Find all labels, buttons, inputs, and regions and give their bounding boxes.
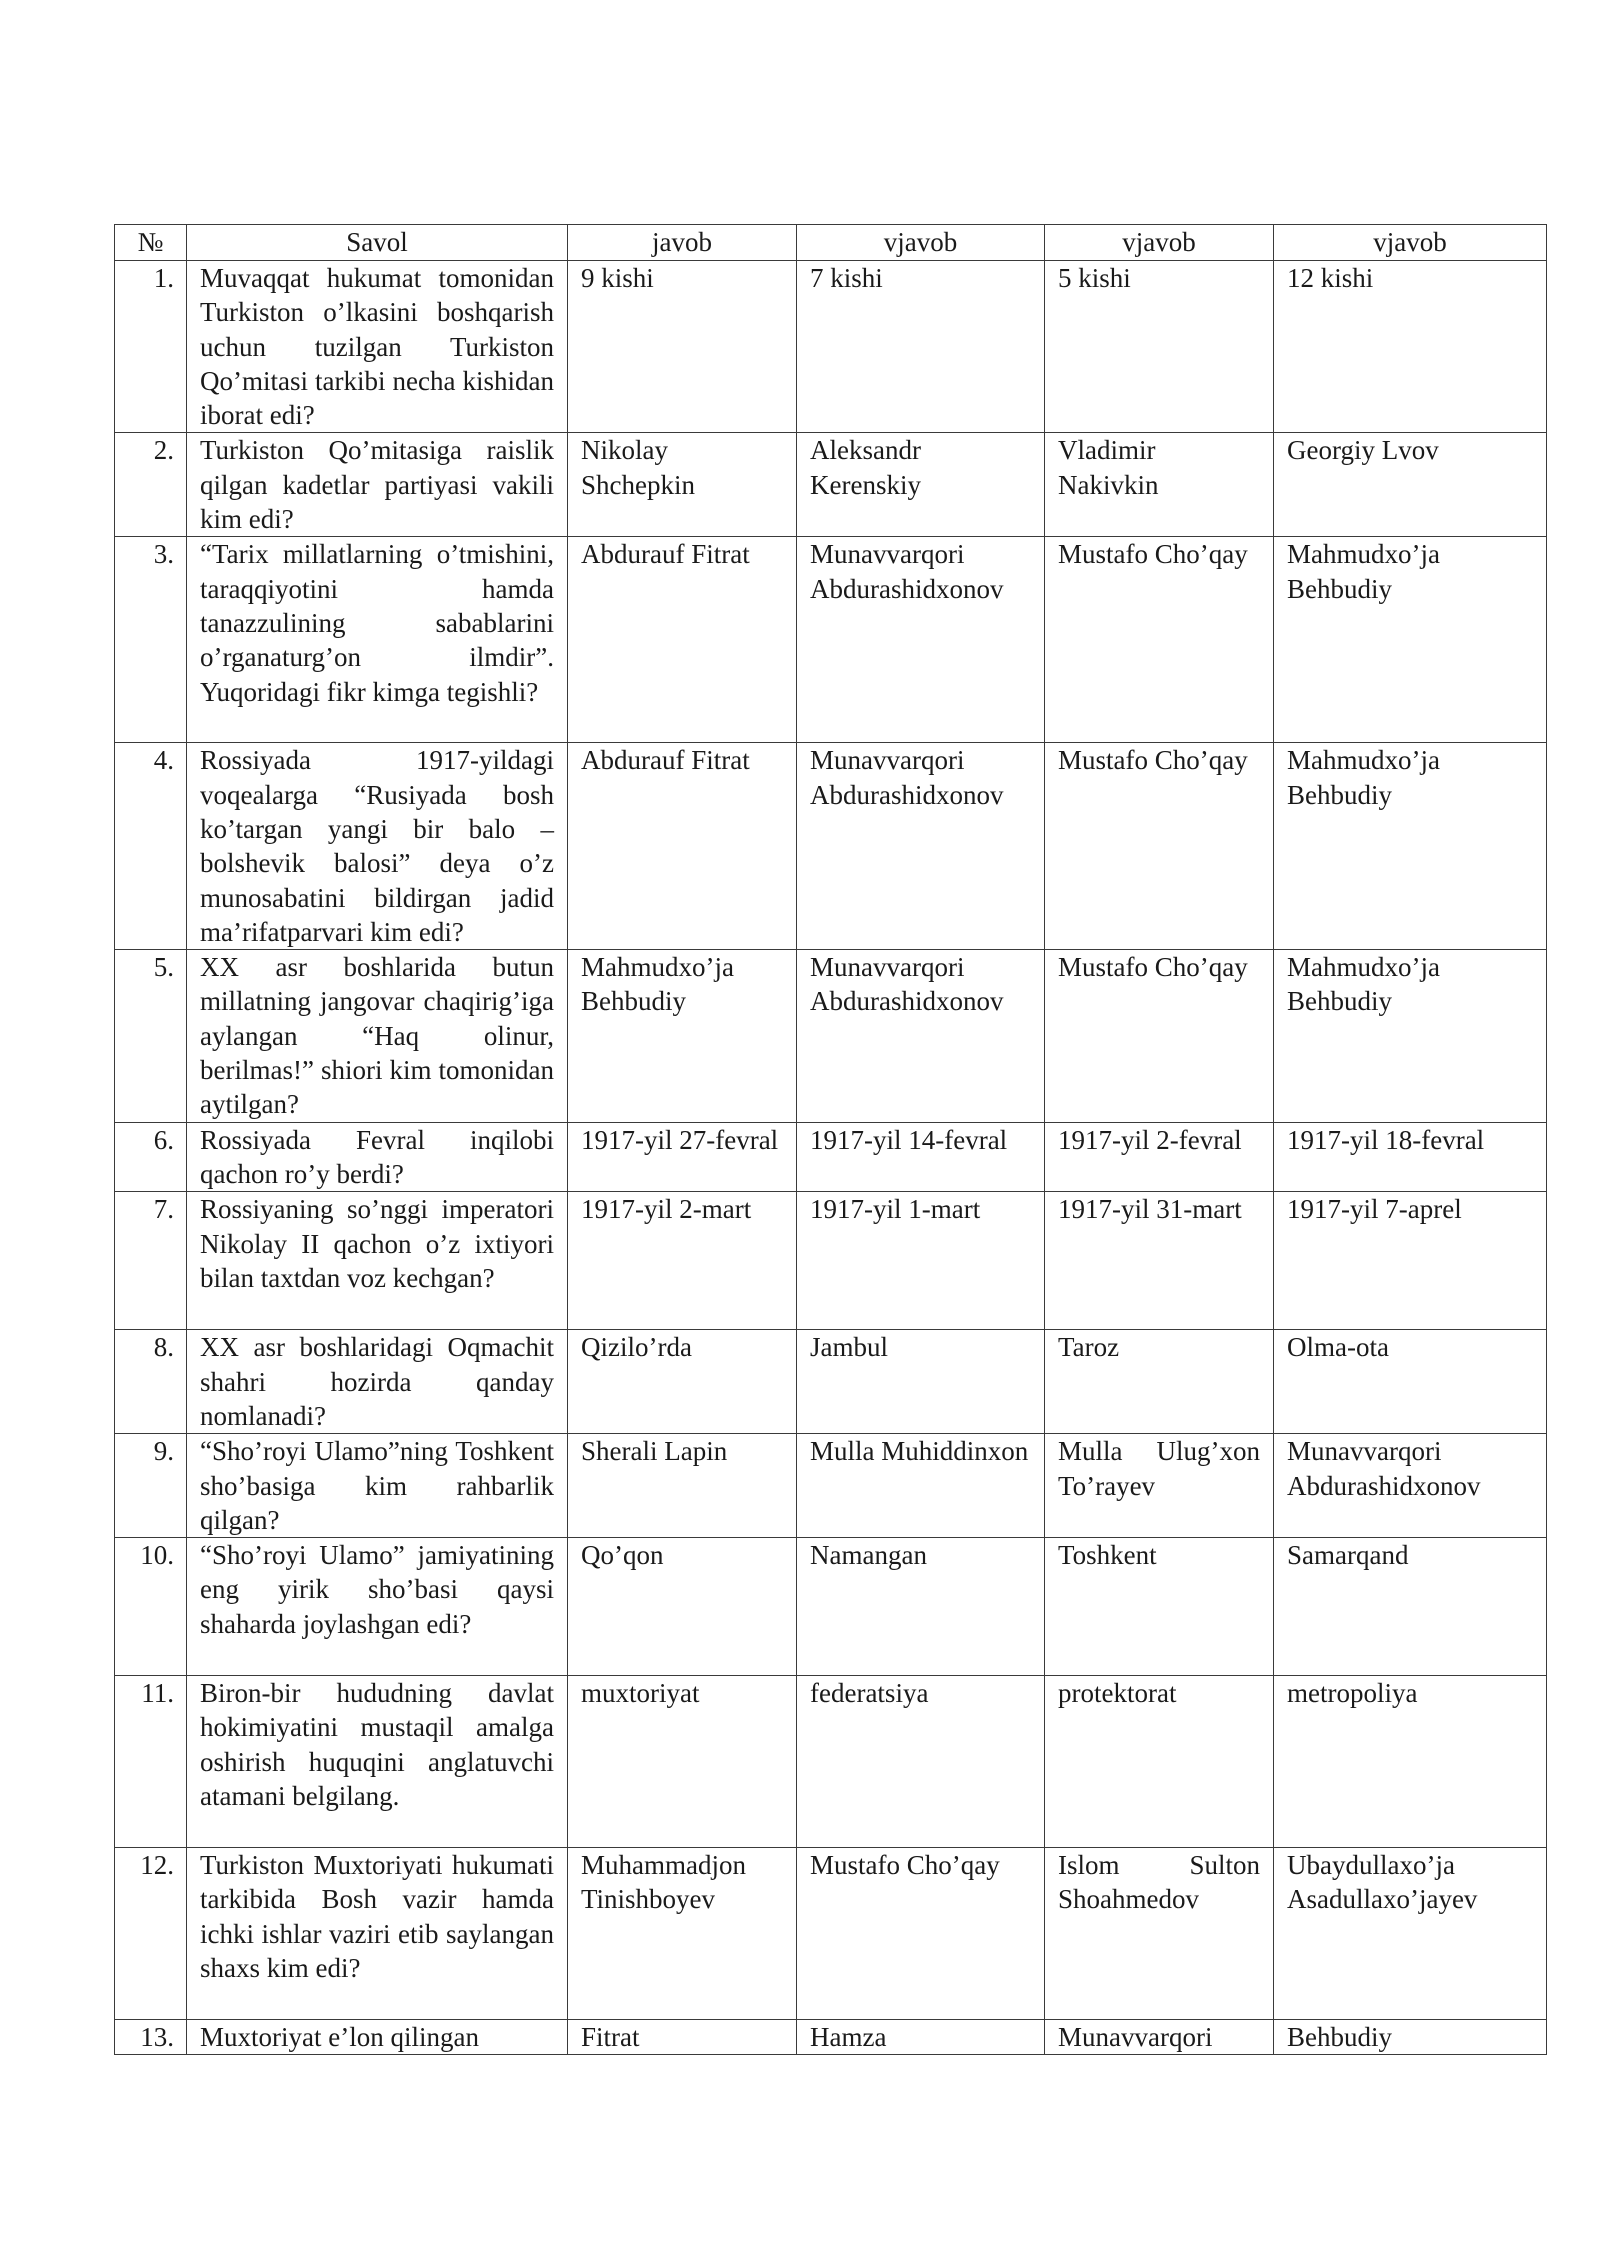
answer-option: Nikolay Shchepkin <box>568 433 797 537</box>
answer-option: Toshkent <box>1045 1538 1274 1676</box>
question-text: XX asr boshlarida butun millatning jangovar chaqirig’iga aylangan “Haq olinur, berilmas!” shiori kim tomonidan aytilgan? <box>187 950 568 1122</box>
answer-option: Sherali Lapin <box>568 1434 797 1538</box>
row-number: 7. <box>115 1192 187 1330</box>
question-text: XX asr boshlaridagi Oqmachit shahri hozirda qanday nomlanadi? <box>187 1330 568 1434</box>
table-row <box>115 433 1547 537</box>
answer-option: 1917-yil 7-aprel <box>1274 1192 1547 1330</box>
answer-option: 1917-yil 31-mart <box>1045 1192 1274 1330</box>
answer-option: Abdurauf Fitrat <box>568 537 797 743</box>
answer-option: Ubaydullaxo’ja Asadullaxo’jayev <box>1274 1848 1547 2020</box>
answer-option: Mustafo Cho’qay <box>1045 537 1274 743</box>
answer-option: federatsiya <box>797 1676 1045 1848</box>
answer-option: Fitrat <box>568 2020 797 2055</box>
answer-option: Munavvarqori Abdurashidxonov <box>797 537 1045 743</box>
answer-option: 1917-yil 2-fevral <box>1045 1122 1274 1192</box>
row-number: 6. <box>115 1122 187 1192</box>
answer-option: Mahmudxo’ja Behbudiy <box>568 950 797 1122</box>
question-text: Rossiyada Fevral inqilobi qachon ro’y berdi? <box>187 1122 568 1192</box>
answer-option: Qo’qon <box>568 1538 797 1676</box>
question-text: “Tarix millatlarning o’tmishini, taraqqiyotini hamda tanazzulining sabablarini o’rganaturg’on ilmdir”. Yuqoridagi fikr kimga tegishli? <box>187 537 568 743</box>
answer-option: Munavvarqori Abdurashidxonov <box>797 950 1045 1122</box>
quiz-table <box>114 224 1547 2055</box>
answer-option: Mahmudxo’ja Behbudiy <box>1274 743 1547 950</box>
answer-option: Mulla Muhiddinxon <box>797 1434 1045 1538</box>
question-text: Rossiyada 1917-yildagi voqealarga “Rusiyada bosh ko’targan yangi bir balo – bolshevik balosi” deya o’z munosabatini bildirgan jadid ma’rifatparvari kim edi? <box>187 743 568 950</box>
answer-option: Mustafo Cho’qay <box>1045 950 1274 1122</box>
answer-option: Islom Sulton Shoahmedov <box>1045 1848 1274 2020</box>
question-text: Muvaqqat hukumat tomonidan Turkiston o’lkasini boshqarish uchun tuzilgan Turkiston Qo’mitasi tarkibi necha kishidan iborat edi? <box>187 261 568 433</box>
answer-option: 12 kishi <box>1274 261 1547 433</box>
answer-option: Munavvarqori Abdurashidxonov <box>1274 1434 1547 1538</box>
table-row <box>115 1434 1547 1538</box>
answer-option: Georgiy Lvov <box>1274 433 1547 537</box>
table-row <box>115 1122 1547 1192</box>
answer-option: 7 kishi <box>797 261 1045 433</box>
header-answer-1: javob <box>568 225 797 261</box>
header-answer-3: vjavob <box>1045 225 1274 261</box>
row-number: 10. <box>115 1538 187 1676</box>
answer-option: Hamza <box>797 2020 1045 2055</box>
row-number: 9. <box>115 1434 187 1538</box>
answer-option: 9 kishi <box>568 261 797 433</box>
question-text: Rossiyaning so’nggi imperatori Nikolay II qachon o’z ixtiyori bilan taxtdan voz kechgan? <box>187 1192 568 1330</box>
answer-option: Munavvarqori Abdurashidxonov <box>797 743 1045 950</box>
table-row <box>115 537 1547 743</box>
table-row <box>115 1538 1547 1676</box>
table-row <box>115 1676 1547 1848</box>
question-text: Biron-bir hududning davlat hokimiyatini mustaqil amalga oshirish huquqini anglatuvchi atamani belgilang. <box>187 1676 568 1848</box>
answer-option: Qizilo’rda <box>568 1330 797 1434</box>
answer-option: 1917-yil 2-mart <box>568 1192 797 1330</box>
answer-option: Muhammadjon Tinishboyev <box>568 1848 797 2020</box>
row-number: 1. <box>115 261 187 433</box>
question-text: Muxtoriyat e’lon qilingan <box>187 2020 568 2055</box>
row-number: 11. <box>115 1676 187 1848</box>
row-number: 4. <box>115 743 187 950</box>
answer-option: Mustafo Cho’qay <box>1045 743 1274 950</box>
answer-option: Taroz <box>1045 1330 1274 1434</box>
answer-option: Mulla Ulug’xon To’rayev <box>1045 1434 1274 1538</box>
table-row <box>115 2020 1547 2055</box>
row-number: 3. <box>115 537 187 743</box>
header-answer-4: vjavob <box>1274 225 1547 261</box>
answer-option: Samarqand <box>1274 1538 1547 1676</box>
question-text: Turkiston Muxtoriyati hukumati tarkibida Bosh vazir hamda ichki ishlar vaziri etib saylangan shaxs kim edi? <box>187 1848 568 2020</box>
answer-option: 5 kishi <box>1045 261 1274 433</box>
header-number: № <box>115 225 187 261</box>
answer-option: Olma-ota <box>1274 1330 1547 1434</box>
answer-option: 1917-yil 27-fevral <box>568 1122 797 1192</box>
answer-option: Munavvarqori <box>1045 2020 1274 2055</box>
answer-option: protektorat <box>1045 1676 1274 1848</box>
table-header-row <box>115 225 1547 261</box>
table-row <box>115 261 1547 433</box>
header-answer-2: vjavob <box>797 225 1045 261</box>
answer-option: Aleksandr Kerenskiy <box>797 433 1045 537</box>
answer-option: muxtoriyat <box>568 1676 797 1848</box>
answer-option: 1917-yil 1-mart <box>797 1192 1045 1330</box>
answer-option: Mustafo Cho’qay <box>797 1848 1045 2020</box>
row-number: 2. <box>115 433 187 537</box>
table-row <box>115 1330 1547 1434</box>
answer-option: metropoliya <box>1274 1676 1547 1848</box>
answer-option: 1917-yil 14-fevral <box>797 1122 1045 1192</box>
answer-option: Namangan <box>797 1538 1045 1676</box>
question-text: “Sho’royi Ulamo”ning Toshkent sho’basiga kim rahbarlik qilgan? <box>187 1434 568 1538</box>
answer-option: 1917-yil 18-fevral <box>1274 1122 1547 1192</box>
answer-option: Jambul <box>797 1330 1045 1434</box>
table-row <box>115 1192 1547 1330</box>
answer-option: Vladimir Nakivkin <box>1045 433 1274 537</box>
table-row <box>115 1848 1547 2020</box>
header-question: Savol <box>187 225 568 261</box>
question-text: “Sho’royi Ulamo” jamiyatining eng yirik sho’basi qaysi shaharda joylashgan edi? <box>187 1538 568 1676</box>
answer-option: Mahmudxo’ja Behbudiy <box>1274 950 1547 1122</box>
row-number: 5. <box>115 950 187 1122</box>
answer-option: Mahmudxo’ja Behbudiy <box>1274 537 1547 743</box>
answer-option: Abdurauf Fitrat <box>568 743 797 950</box>
table-row <box>115 950 1547 1122</box>
row-number: 8. <box>115 1330 187 1434</box>
row-number: 13. <box>115 2020 187 2055</box>
question-text: Turkiston Qo’mitasiga raislik qilgan kadetlar partiyasi vakili kim edi? <box>187 433 568 537</box>
row-number: 12. <box>115 1848 187 2020</box>
table-row <box>115 743 1547 950</box>
answer-option: Behbudiy <box>1274 2020 1547 2055</box>
